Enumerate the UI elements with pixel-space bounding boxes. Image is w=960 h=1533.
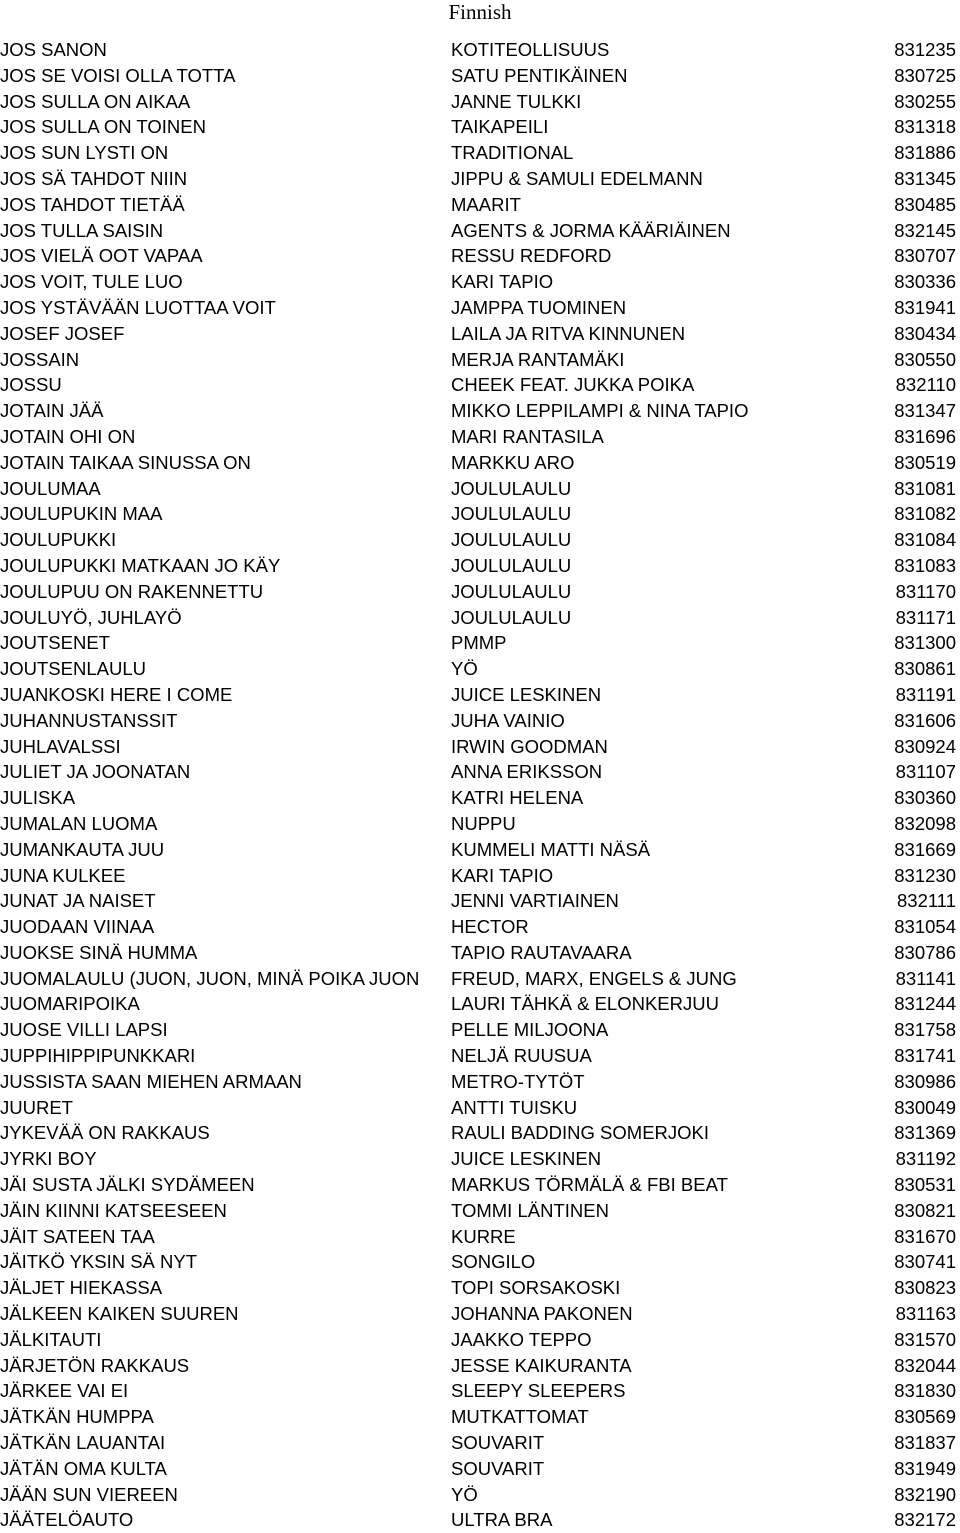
- song-row: [0, 243, 960, 269]
- song-title: JOSEF JOSEF: [0, 322, 125, 344]
- song-artist: JESSE KAIKURANTA: [451, 1353, 632, 1379]
- song-row: [0, 140, 960, 166]
- song-artist: JUICE LESKINEN: [451, 1146, 601, 1172]
- song-code: 831230: [894, 864, 956, 886]
- language-heading: Finnish: [448, 0, 512, 24]
- song-code: 832110: [895, 374, 956, 396]
- song-code: 830519: [894, 451, 956, 473]
- song-title: JUOMALAULU (JUON, JUON, MINÄ POIKA JUON: [0, 967, 420, 989]
- song-title: JOS YSTÄVÄÄN LUOTTAA VOIT: [0, 296, 276, 318]
- song-row: [0, 63, 960, 89]
- song-row: [0, 372, 960, 398]
- song-row: [0, 192, 960, 218]
- song-artist: RESSU REDFORD: [451, 243, 611, 269]
- song-row: [0, 708, 960, 734]
- song-row: [0, 450, 960, 476]
- song-title: JUODAAN VIINAA: [0, 916, 155, 938]
- song-artist: AGENTS & JORMA KÄÄRIÄINEN: [451, 218, 731, 244]
- song-artist: TOMMI LÄNTINEN: [451, 1198, 609, 1224]
- song-code: 831191: [895, 683, 956, 705]
- song-artist: TOPI SORSAKOSKI: [451, 1275, 620, 1301]
- song-code: 831163: [895, 1303, 956, 1325]
- song-title: JOS SUN LYSTI ON: [0, 142, 169, 164]
- song-artist: MARKKU ARO: [451, 450, 574, 476]
- song-title: JYRKI BOY: [0, 1148, 97, 1170]
- song-artist: NELJÄ RUUSUA: [451, 1043, 592, 1069]
- song-artist: MUTKATTOMAT: [451, 1404, 589, 1430]
- song-row: [0, 218, 960, 244]
- song-artist: ANNA ERIKSSON: [451, 759, 602, 785]
- song-row: [0, 759, 960, 785]
- song-row: [0, 1043, 960, 1069]
- song-code: 832044: [894, 1354, 956, 1376]
- song-artist: LAURI TÄHKÄ & ELONKERJUU: [451, 991, 719, 1017]
- song-artist: TRADITIONAL: [451, 140, 573, 166]
- song-title: JÄTKÄN HUMPPA: [0, 1406, 154, 1428]
- song-artist: LAILA JA RITVA KINNUNEN: [451, 321, 685, 347]
- song-artist: TAIKAPEILI: [451, 114, 548, 140]
- page-header: [0, 0, 960, 28]
- song-artist: HECTOR: [451, 914, 529, 940]
- song-code: 832111: [897, 890, 956, 912]
- song-code: 830741: [894, 1251, 956, 1273]
- song-code: 830569: [894, 1406, 956, 1428]
- song-row: [0, 734, 960, 760]
- song-code: 831082: [894, 503, 956, 525]
- song-artist: KARI TAPIO: [451, 863, 553, 889]
- song-list: [0, 37, 960, 1533]
- song-artist: KARI TAPIO: [451, 269, 553, 295]
- song-row: [0, 605, 960, 631]
- song-row: [0, 940, 960, 966]
- song-row: [0, 321, 960, 347]
- song-artist: SATU PENTIKÄINEN: [451, 63, 627, 89]
- song-artist: KATRI HELENA: [451, 785, 583, 811]
- song-row: [0, 1275, 960, 1301]
- song-artist: MARI RANTASILA: [451, 424, 604, 450]
- song-code: 830986: [894, 1070, 956, 1092]
- song-row: [0, 966, 960, 992]
- song-title: JÄÄN SUN VIEREEN: [0, 1483, 178, 1505]
- song-title: JÄRJETÖN RAKKAUS: [0, 1354, 190, 1376]
- song-row: [0, 89, 960, 115]
- song-code: 831741: [894, 1045, 956, 1067]
- song-row: [0, 914, 960, 940]
- song-title: JOUTSENLAULU: [0, 658, 146, 680]
- song-code: 830550: [894, 348, 956, 370]
- song-code: 830360: [894, 787, 956, 809]
- song-title: JOULUMAA: [0, 477, 101, 499]
- song-code: 831244: [894, 993, 956, 1015]
- song-artist: MIKKO LEPPILAMPI & NINA TAPIO: [451, 398, 748, 424]
- song-title: JOUTSENET: [0, 632, 110, 654]
- song-code: 831570: [894, 1328, 956, 1350]
- song-code: 830336: [894, 271, 956, 293]
- song-title: JOS SULLA ON AIKAA: [0, 90, 191, 112]
- song-title: JOTAIN OHI ON: [0, 425, 136, 447]
- song-row: [0, 1327, 960, 1353]
- song-title: JÄÄTELÖAUTO: [0, 1509, 134, 1531]
- song-artist: KURRE: [451, 1224, 516, 1250]
- song-row: [0, 1507, 960, 1533]
- song-row: [0, 579, 960, 605]
- song-title: JUHANNUSTANSSIT: [0, 709, 178, 731]
- song-title: JOS VIELÄ OOT VAPAA: [0, 245, 203, 267]
- song-code: 831083: [894, 554, 956, 576]
- song-row: [0, 1301, 960, 1327]
- song-row: [0, 1198, 960, 1224]
- song-code: 831081: [894, 477, 956, 499]
- song-title: JULIET JA JOONATAN: [0, 761, 191, 783]
- song-code: 832172: [894, 1509, 956, 1531]
- song-title: JOULUPUKKI MATKAAN JO KÄY: [0, 554, 281, 576]
- song-artist: KOTITEOLLISUUS: [451, 37, 609, 63]
- song-code: 832190: [894, 1483, 956, 1505]
- song-row: [0, 1430, 960, 1456]
- song-artist: SOUVARIT: [451, 1430, 544, 1456]
- song-row: [0, 1095, 960, 1121]
- song-artist: SOUVARIT: [451, 1456, 544, 1482]
- song-code: 830823: [894, 1277, 956, 1299]
- song-title: JUSSISTA SAAN MIEHEN ARMAAN: [0, 1070, 302, 1092]
- song-code: 830049: [894, 1096, 956, 1118]
- song-artist: ULTRA BRA: [451, 1507, 552, 1533]
- song-title: JUOSE VILLI LAPSI: [0, 1019, 168, 1041]
- song-title: JUNAT JA NAISET: [0, 890, 156, 912]
- song-title: JOULUPUU ON RAKENNETTU: [0, 580, 264, 602]
- song-title: JUNA KULKEE: [0, 864, 126, 886]
- song-code: 831141: [895, 967, 956, 989]
- song-artist: SLEEPY SLEEPERS: [451, 1378, 625, 1404]
- song-artist: IRWIN GOODMAN: [451, 734, 608, 760]
- song-code: 832145: [894, 219, 956, 241]
- song-code: 831670: [894, 1225, 956, 1247]
- song-row: [0, 1456, 960, 1482]
- song-title: JUMALAN LUOMA: [0, 812, 158, 834]
- song-title: JÄTÄN OMA KULTA: [0, 1457, 167, 1479]
- song-row: [0, 630, 960, 656]
- song-artist: MAARIT: [451, 192, 521, 218]
- song-row: [0, 1146, 960, 1172]
- song-row: [0, 811, 960, 837]
- song-row: [0, 398, 960, 424]
- song-artist: JUICE LESKINEN: [451, 682, 601, 708]
- song-title: JYKEVÄÄ ON RAKKAUS: [0, 1122, 210, 1144]
- song-title: JOS TULLA SAISIN: [0, 219, 164, 241]
- song-row: [0, 501, 960, 527]
- song-title: JOS SANON: [0, 39, 107, 60]
- song-code: 830434: [894, 322, 956, 344]
- song-row: [0, 37, 960, 63]
- song-artist: JOULULAULU: [451, 553, 571, 579]
- song-row: [0, 682, 960, 708]
- song-row: [0, 166, 960, 192]
- song-artist: MARKUS TÖRMÄLÄ & FBI BEAT: [451, 1172, 728, 1198]
- song-artist: METRO-TYTÖT: [451, 1069, 585, 1095]
- song-artist: JANNE TULKKI: [451, 89, 581, 115]
- song-title: JUANKOSKI HERE I COME: [0, 683, 233, 705]
- song-code: 831347: [894, 400, 956, 422]
- song-code: 831107: [895, 761, 956, 783]
- song-code: 831170: [895, 580, 956, 602]
- song-row: [0, 1224, 960, 1250]
- song-title: JUMANKAUTA JUU: [0, 838, 165, 860]
- song-title: JUOMARIPOIKA: [0, 993, 140, 1015]
- song-artist: CHEEK FEAT. JUKKA POIKA: [451, 372, 694, 398]
- song-title: JULISKA: [0, 787, 76, 809]
- song-row: [0, 1404, 960, 1430]
- song-title: JÄIN KIINNI KATSEESEEN: [0, 1199, 227, 1221]
- song-title: JÄLKEEN KAIKEN SUUREN: [0, 1303, 239, 1325]
- song-code: 830821: [894, 1199, 956, 1221]
- song-title: JOULUPUKKI: [0, 529, 117, 551]
- song-row: [0, 1120, 960, 1146]
- song-code: 831669: [894, 838, 956, 860]
- song-artist: SONGILO: [451, 1249, 535, 1275]
- song-row: [0, 991, 960, 1017]
- song-code: 831949: [894, 1457, 956, 1479]
- song-code: 831084: [894, 529, 956, 551]
- song-artist: PELLE MILJOONA: [451, 1017, 608, 1043]
- song-code: 830786: [894, 941, 956, 963]
- song-artist: YÖ: [451, 1482, 478, 1508]
- song-code: 831192: [895, 1148, 956, 1170]
- song-title: JÄLKITAUTI: [0, 1328, 102, 1350]
- song-artist: JAMPPA TUOMINEN: [451, 295, 626, 321]
- song-artist: TAPIO RAUTAVAARA: [451, 940, 632, 966]
- song-code: 832098: [894, 812, 956, 834]
- song-title: JOS SULLA ON TOINEN: [0, 116, 206, 138]
- song-code: 831886: [894, 142, 956, 164]
- song-artist: JOULULAULU: [451, 579, 571, 605]
- song-row: [0, 553, 960, 579]
- song-code: 831369: [894, 1122, 956, 1144]
- song-artist: ANTTI TUISKU: [451, 1095, 577, 1121]
- song-code: 831837: [894, 1432, 956, 1454]
- song-title: JOTAIN JÄÄ: [0, 400, 104, 422]
- song-artist: YÖ: [451, 656, 478, 682]
- song-title: JUHLAVALSSI: [0, 735, 121, 757]
- song-title: JÄIT SATEEN TAA: [0, 1225, 155, 1247]
- song-title: JOS VOIT, TULE LUO: [0, 271, 183, 293]
- song-artist: NUPPU: [451, 811, 516, 837]
- song-row: [0, 1172, 960, 1198]
- song-artist: JUHA VAINIO: [451, 708, 565, 734]
- song-row: [0, 114, 960, 140]
- song-artist: JOULULAULU: [451, 605, 571, 631]
- song-row: [0, 1017, 960, 1043]
- song-code: 830531: [894, 1174, 956, 1196]
- song-artist: JOULULAULU: [451, 476, 571, 502]
- song-row: [0, 1378, 960, 1404]
- song-row: [0, 1069, 960, 1095]
- song-title: JOS SÄ TAHDOT NIIN: [0, 167, 188, 189]
- song-title: JOSSU: [0, 374, 62, 396]
- song-artist: JOULULAULU: [451, 527, 571, 553]
- song-row: [0, 1249, 960, 1275]
- song-code: 830861: [894, 658, 956, 680]
- song-row: [0, 656, 960, 682]
- song-title: JÄI SUSTA JÄLKI SYDÄMEEN: [0, 1174, 255, 1196]
- song-row: [0, 424, 960, 450]
- song-code: 830707: [894, 245, 956, 267]
- song-title: JUPPIHIPPIPUNKKARI: [0, 1045, 196, 1067]
- song-artist: JENNI VARTIAINEN: [451, 888, 619, 914]
- song-code: 831606: [894, 709, 956, 731]
- song-code: 830255: [894, 90, 956, 112]
- song-title: JOTAIN TAIKAA SINUSSA ON: [0, 451, 251, 473]
- song-code: 830725: [894, 64, 956, 86]
- song-artist: JIPPU & SAMULI EDELMANN: [451, 166, 703, 192]
- song-title: JOS SE VOISI OLLA TOTTA: [0, 64, 236, 86]
- song-artist: KUMMELI MATTI NÄSÄ: [451, 837, 650, 863]
- song-row: [0, 785, 960, 811]
- song-code: 831758: [894, 1019, 956, 1041]
- song-title: JOULUPUKIN MAA: [0, 503, 163, 525]
- song-title: JUURET: [0, 1096, 73, 1118]
- song-artist: JOHANNA PAKONEN: [451, 1301, 633, 1327]
- song-title: JOSSAIN: [0, 348, 80, 370]
- song-title: JÄLJET HIEKASSA: [0, 1277, 163, 1299]
- song-code: 831171: [895, 606, 956, 628]
- song-row: [0, 1482, 960, 1508]
- song-artist: MERJA RANTAMÄKI: [451, 347, 624, 373]
- song-row: [0, 347, 960, 373]
- song-title: JÄRKEE VAI EI: [0, 1380, 129, 1402]
- song-code: 831696: [894, 425, 956, 447]
- song-code: 831054: [894, 916, 956, 938]
- song-title: JÄITKÖ YKSIN SÄ NYT: [0, 1251, 198, 1273]
- song-code: 831318: [894, 116, 956, 138]
- song-code: 831300: [894, 632, 956, 654]
- song-title: JÄTKÄN LAUANTAI: [0, 1432, 166, 1454]
- song-artist: RAULI BADDING SOMERJOKI: [451, 1120, 709, 1146]
- song-code: 831235: [894, 39, 956, 60]
- song-row: [0, 527, 960, 553]
- song-artist: FREUD, MARX, ENGELS & JUNG: [451, 966, 737, 992]
- song-row: [0, 888, 960, 914]
- song-row: [0, 1353, 960, 1379]
- song-row: [0, 863, 960, 889]
- song-artist: PMMP: [451, 630, 507, 656]
- song-artist: JAAKKO TEPPO: [451, 1327, 592, 1353]
- song-code: 831345: [894, 167, 956, 189]
- song-code: 831941: [894, 296, 956, 318]
- song-code: 830924: [894, 735, 956, 757]
- song-row: [0, 476, 960, 502]
- song-code: 831830: [894, 1380, 956, 1402]
- song-title: JOULUYÖ, JUHLAYÖ: [0, 606, 182, 628]
- song-title: JUOKSE SINÄ HUMMA: [0, 941, 198, 963]
- song-row: [0, 269, 960, 295]
- song-artist: JOULULAULU: [451, 501, 571, 527]
- song-code: 830485: [894, 193, 956, 215]
- song-row: [0, 837, 960, 863]
- song-row: [0, 295, 960, 321]
- song-title: JOS TAHDOT TIETÄÄ: [0, 193, 185, 215]
